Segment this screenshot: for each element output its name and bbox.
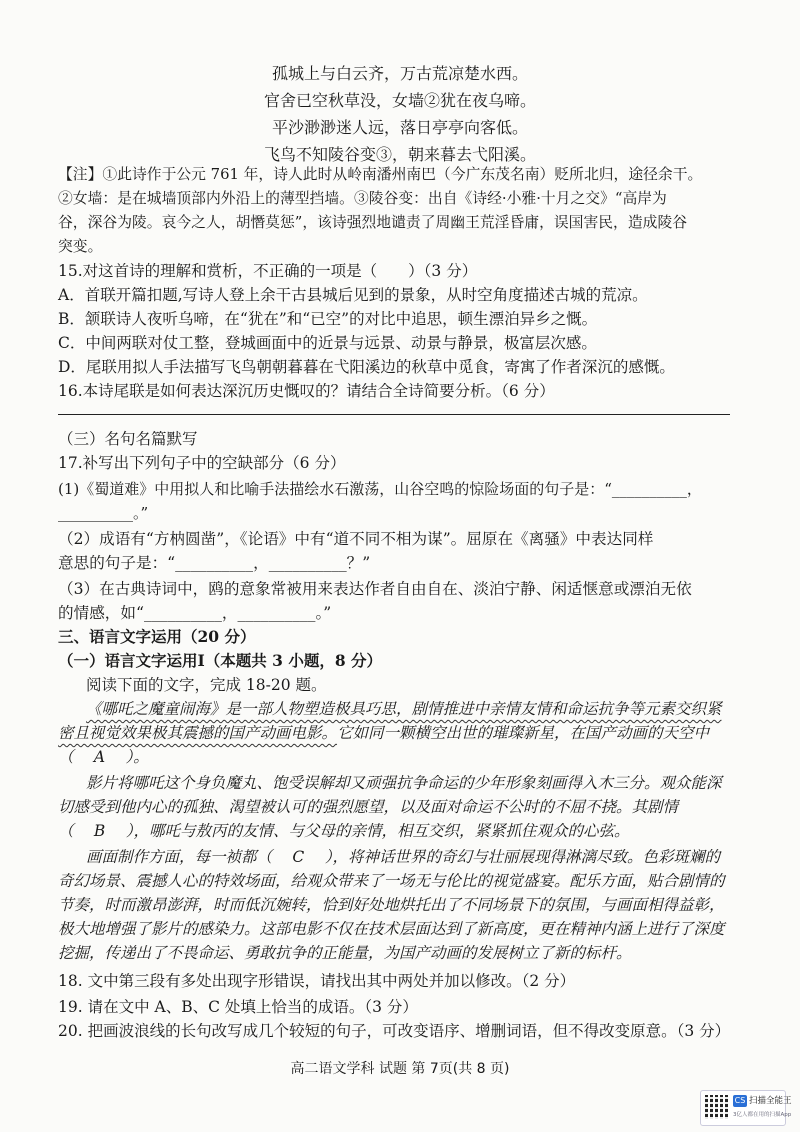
question-17-part-2a: （2）成语有“方枘圆凿”，《论语》中有“道不同不相为谋”。屈原在《离骚》中表达同样 bbox=[58, 530, 654, 548]
question-20: 20. 把画波浪线的长句改写成几个较短的句子，可改变语序、增删词语，但不得改变原意。（3 分） bbox=[58, 1022, 731, 1040]
section-3-heading: 三、语言文字运用（20 分） bbox=[58, 627, 256, 646]
question-19: 19. 请在文中 A、B、C 处填上恰当的成语。（3 分） bbox=[58, 998, 418, 1016]
passage-blank-a: （ A ）。 bbox=[58, 748, 149, 766]
poem-line-3: 平沙渺渺迷人远，落日亭亭向客低。 bbox=[271, 118, 528, 137]
question-17-part-3b: 的情感，如“__________，__________。” bbox=[58, 604, 332, 622]
question-15-option-c: C．中间两联对仗工整，登城画面中的近景与远景、动景与静景，极富层次感。 bbox=[58, 334, 597, 352]
passage-para3-line-3: 节奏，时而激昂澎湃，时而低沉婉转，恰到好处地烘托出了不同场景下的氛围，与画面相得益彰， bbox=[58, 896, 725, 914]
question-16: 16.本诗尾联是如何表达深沉历史慨叹的？请结合全诗简要分析。（6 分） bbox=[58, 382, 555, 400]
logo-subtitle: 3亿人都在用的扫描App bbox=[733, 1112, 792, 1118]
passage-para3-line-2: 奇幻场景、震撼人心的特效场面，给观众带来了一场无与伦比的视觉盛宴。配乐方面，贴合剧情的 bbox=[58, 872, 725, 890]
poem-line-4: 飞鸟不知陵谷变③，朝来暮去弋阳溪。 bbox=[263, 145, 536, 164]
note-line-3: 谷，深谷为陵。哀今之人，胡憯莫惩”，该诗强烈地谴责了周幽王荒淫昏庸，误国害民，造成陵谷 bbox=[58, 214, 688, 231]
question-17-part-2b: 意思的句子是：“__________，__________？” bbox=[58, 554, 371, 572]
passage-para2-line-2: 切感受到他内心的孤独、渴望被认可的强烈愿望，以及面对命运不公时的不屈不挠。其剧情 bbox=[58, 798, 679, 816]
passage-para3-line-1: 画面制作方面，每一祯都（ C ），将神话世界的奇幻与壮丽展现得淋漓尽致。色彩斑斓的 bbox=[86, 848, 720, 866]
page-footer: 高二语文学科 试题 第 7页(共 8 页) bbox=[290, 1061, 510, 1077]
question-17-part-3a: （3）在古典诗词中，鸥的意象常被用来表达作者自由自在、淡泊宁静、闲适惬意或漂泊无依 bbox=[58, 580, 692, 598]
note-line-2: ②女墙：是在城墙顶部内外沿上的薄型挡墙。③陵谷变：出自《诗经·小雅·十月之交》“高岸为 bbox=[58, 190, 667, 207]
passage-para2-line-3 bbox=[58, 820, 760, 842]
poem-line-1: 孤城上与白云齐，万古荒凉楚水西。 bbox=[271, 64, 528, 83]
question-17-stem: 17.补写出下列句子中的空缺部分（6 分） bbox=[58, 454, 346, 472]
section-mingju-heading: （三）名句名篇默写 bbox=[58, 430, 198, 448]
camscanner-watermark bbox=[700, 1090, 792, 1126]
question-17-part-1a: (1)《蜀道难》中用拟人和比喻手法描绘水石激荡，山谷空鸣的惊险场面的句子是：“__________， bbox=[58, 480, 702, 498]
passage-para2-line-3-text: ，哪吒与敖丙的友情、与父母的亲情，相互交织，紧紧抓住观众的心弦。 bbox=[133, 822, 630, 840]
passage-para3-line-4: 极大地增强了影片的感染力。这部电影不仅在技术层面达到了新高度，更在精神内涵上进行了深度 bbox=[58, 920, 725, 938]
question-15-option-a: A．首联开篇扣题,写诗人登上余干古县城后见到的景象，从时空角度描述古城的荒凉。 bbox=[58, 286, 648, 304]
passage-blank-b: （ B ） bbox=[58, 822, 134, 840]
reading-intro: 阅读下面的文字，完成 18-20 题。 bbox=[86, 676, 327, 694]
passage-after-wavy: 它如同一颗横空出世的璀璨新星，在国产动画的天空中 bbox=[337, 724, 710, 742]
wavy-underlined-sentence-part-1: 《哪吒之魔童闹海》是一部人物塑造极具巧思，剧情推进中亲情友情和命运抗争等元素交织紧 bbox=[86, 700, 722, 718]
passage-para3-line-5: 挖掘，传递出了不畏命运、勇敢抗争的正能量，为国产动画的发展树立了新的标杆。 bbox=[58, 944, 632, 962]
poem-line-2: 官舍已空秋草没，女墙②犹在夜乌啼。 bbox=[263, 91, 536, 110]
note-line-1: 【注】①此诗作于公元 761 年，诗人此时从岭南潘州南巴（今广东茂名南）贬所北归，途径余干。 bbox=[58, 166, 703, 183]
question-15-option-b: B．颔联诗人夜听乌啼，在“犹在”和“已空”的对比中追思，顿生漂泊异乡之慨。 bbox=[58, 310, 598, 328]
passage-para2-line-1: 影片将哪吒这个身负魔丸、饱受误解却又顽强抗争命运的少年形象刻画得入木三分。观众能深 bbox=[86, 774, 722, 792]
note-line-4: 突变。 bbox=[58, 238, 103, 255]
wavy-underlined-sentence-part-2: 密且视觉效果极其震撼的国产动画电影。 bbox=[58, 724, 338, 742]
passage-wavy-line-2 bbox=[58, 722, 760, 744]
question-17-part-1b: __________。” bbox=[58, 504, 149, 522]
passage-wavy-line-1 bbox=[86, 698, 760, 720]
cs-badge: CS bbox=[734, 1096, 746, 1105]
section-3-1-heading: （一）语言文字运用Ⅰ（本题共 3 小题，8 分） bbox=[58, 651, 383, 670]
question-15-option-d: D．尾联用拟人手法描写飞鸟朝朝暮暮在弋阳溪边的秋草中觅食，寄寓了作者深沉的感慨。 bbox=[58, 358, 675, 376]
logo-title: 扫描全能王 bbox=[749, 1096, 792, 1106]
question-18: 18. 文中第三段有多处出现字形错误，请找出其中两处并加以修改。（2 分） bbox=[58, 972, 576, 990]
qr-code-pattern bbox=[705, 1095, 729, 1119]
answer-line bbox=[58, 414, 730, 415]
question-15-stem: 15.对这首诗的理解和赏析，不正确的一项是（ ）（3 分） bbox=[58, 262, 478, 280]
